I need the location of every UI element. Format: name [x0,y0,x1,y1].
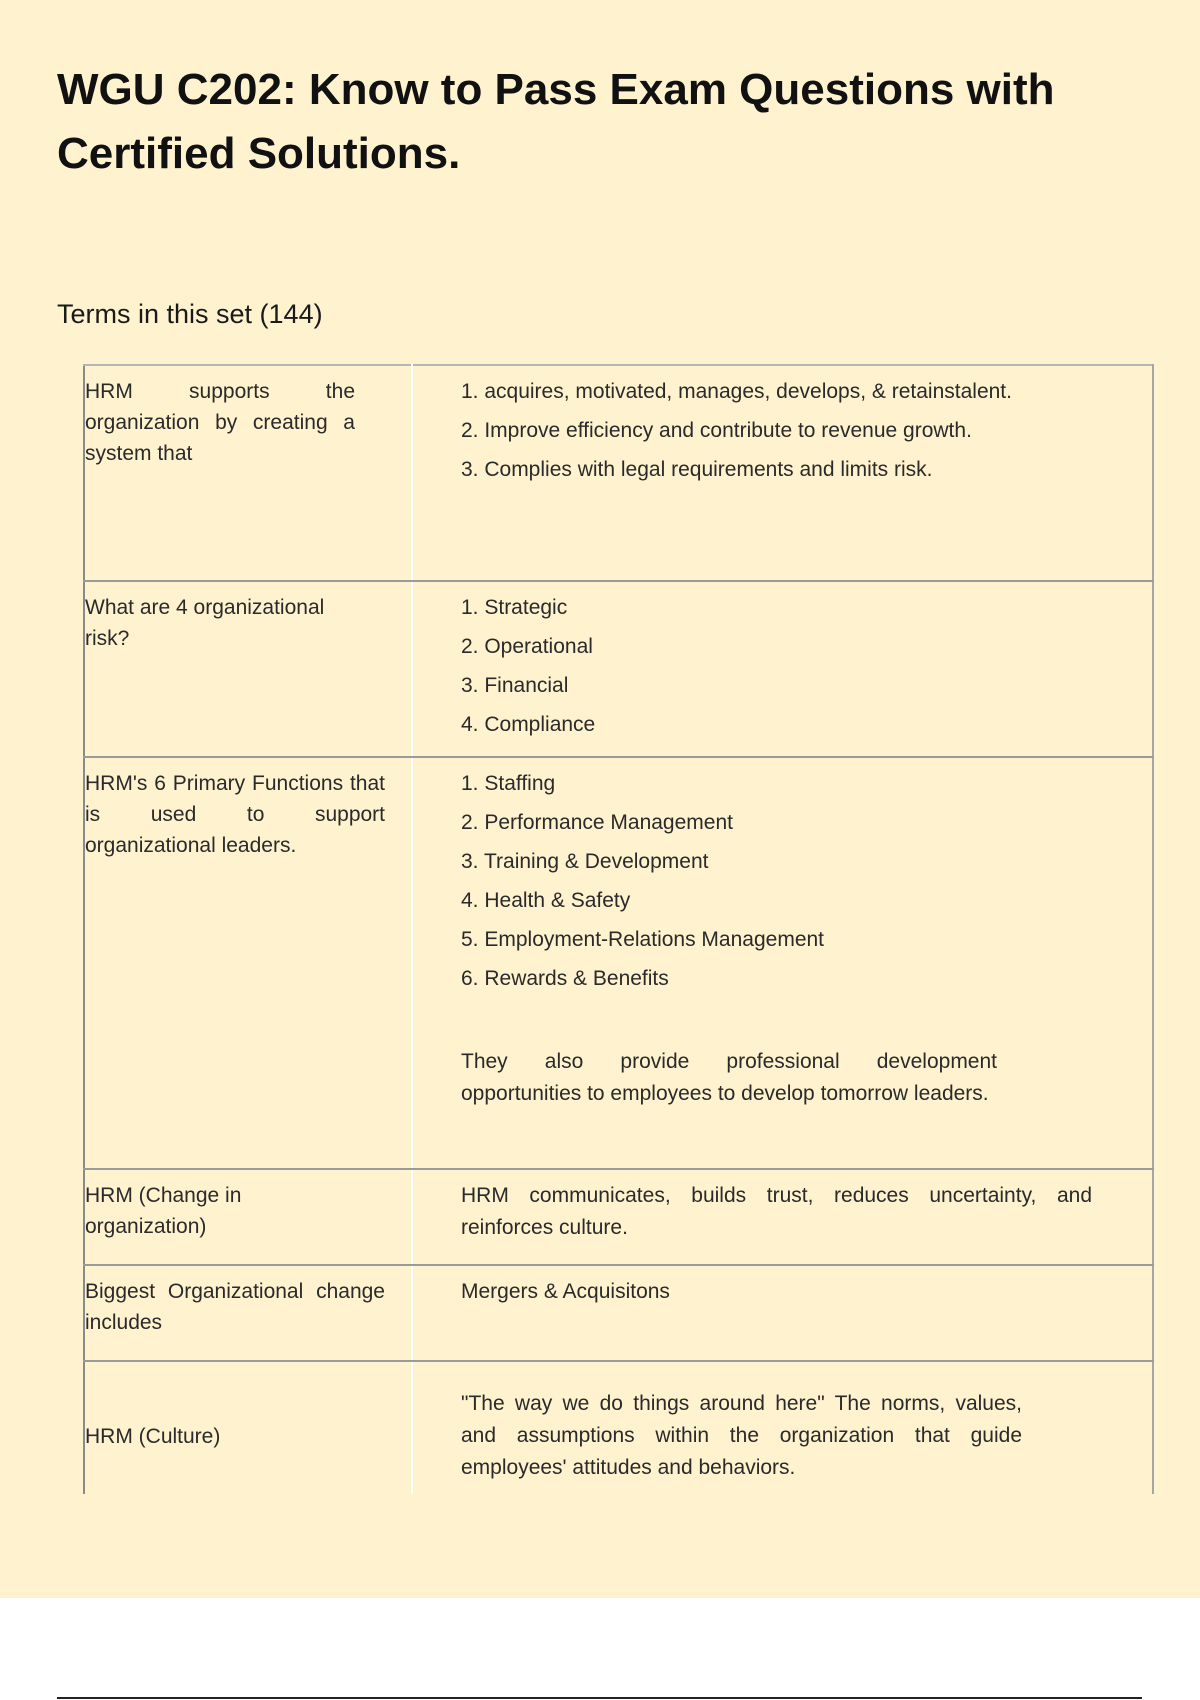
definition-line: 3. Training & Development [461,850,709,873]
term-text: What are 4 organizational risk? [85,596,325,650]
definition-line: 4. Health & Safety [461,889,631,912]
term-text: HRM (Change in organization) [85,1184,242,1238]
definition-line: 1. Staffing [461,772,556,795]
definition-text: Mergers & Acquisitons [461,1280,670,1303]
definition-cell [412,365,1153,581]
definition-text: HRM communicates, builds trust, reduces uncertainty, and reinforces culture. [461,1184,1092,1239]
term-row [84,365,1153,581]
definition-line: 5. Employment-Relations Management [461,928,825,951]
term-row [84,581,1153,757]
definition-line: 4. Compliance [461,713,596,736]
term-row [84,1265,1153,1361]
definition-cell [412,1265,1153,1361]
definition-line: 6. Rewards & Benefits [461,967,669,990]
definition-line: 1. Strategic [461,596,568,619]
term-text: HRM (Culture) [85,1424,221,1448]
term-text: HRM's 6 Primary Functions that is used to support organizational leaders. [85,772,385,857]
term-row [84,1169,1153,1265]
term-text: Biggest Organizational change includes [85,1280,385,1334]
definition-cell [412,1169,1153,1265]
definition-cell [412,757,1153,1169]
term-row [84,757,1153,1169]
definition-list [461,588,1092,744]
definition-list [461,372,1092,489]
terms-count-label: Terms in this set (144) [57,299,323,329]
definition-line: 1. acquires, motivated, manages, develops, & retainstalent. [461,380,1012,403]
page-title: WGU C202: Know to Pass Exam Questions with Certified Solutions. [57,65,1055,178]
definition-line: 3. Complies with legal requirements and limits risk. [461,458,933,481]
definition-line: 2. Improve efficiency and contribute to revenue growth. [461,419,972,442]
definition-text: "The way we do things around here" The norms, values, and assumptions within the organization that guide employees' attitudes and behaviors. [461,1392,1022,1479]
footer-divider [57,1697,1142,1699]
term-cell [84,1169,412,1265]
definition-cell [412,581,1153,757]
term-cell [84,1265,412,1361]
definition-note: They also provide professional development opportunities to employees to develop tomorrow leaders. [461,1050,997,1105]
definition-cell [412,1361,1153,1494]
definition-line: 2. Performance Management [461,811,733,834]
definition-line: 2. Operational [461,635,593,658]
term-cell [84,757,412,1169]
term-text: HRM supports the organization by creating a system that [85,380,355,465]
term-cell [84,581,412,757]
term-cell [84,1361,412,1494]
term-cell [84,365,412,581]
terms-table-container [83,364,1154,1494]
term-row [84,1361,1153,1494]
terms-table [83,364,1154,1494]
definition-line: 3. Financial [461,674,569,697]
definition-list [461,764,1092,998]
